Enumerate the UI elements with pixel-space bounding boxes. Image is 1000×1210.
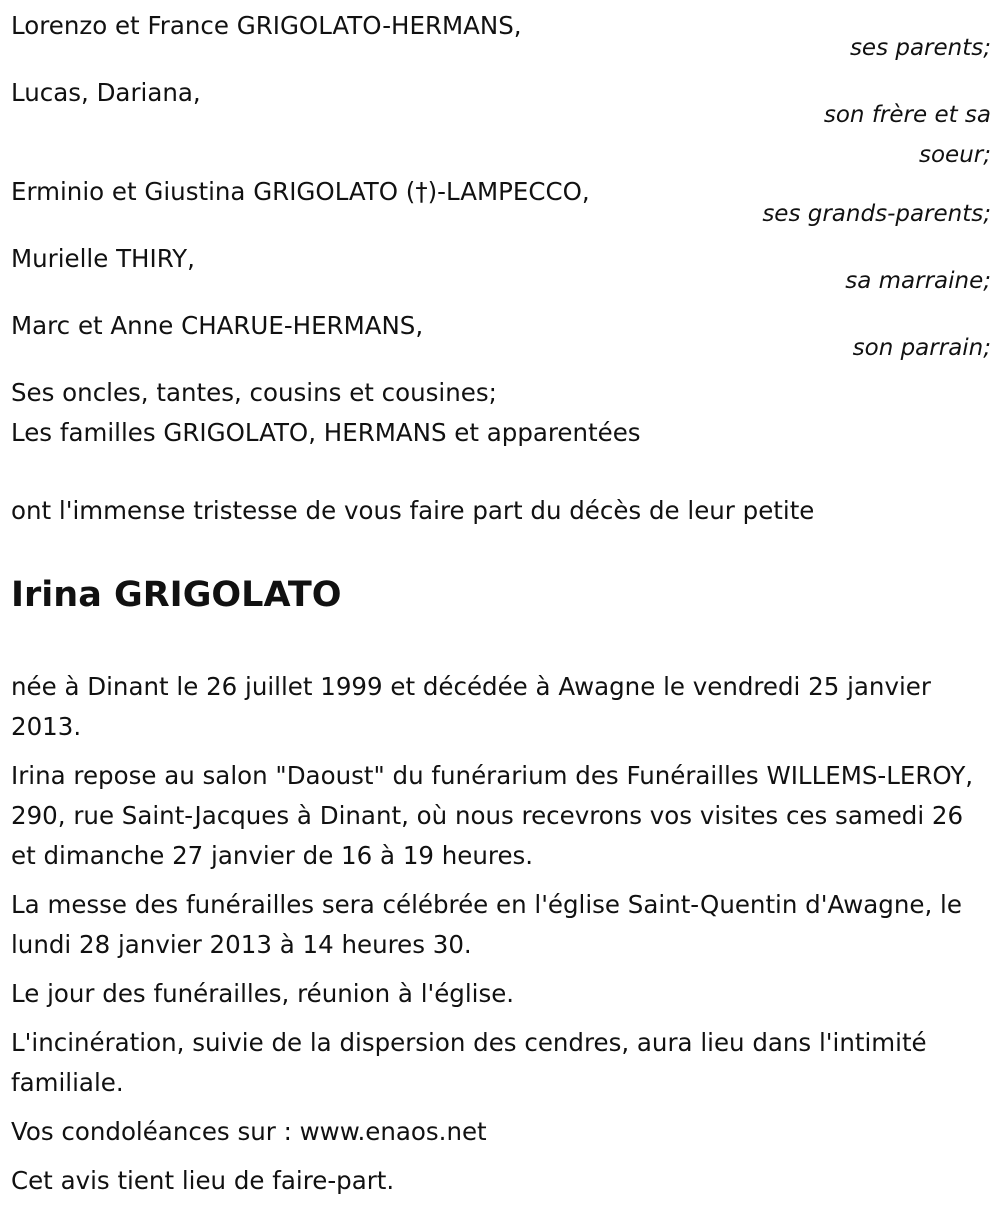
notice-paragraph: Cet avis tient lieu de faire-part. (11, 1166, 395, 1195)
family-role: ses grands-parents; (762, 201, 991, 227)
mass-paragraph: La messe des funérailles sera célébrée en l'église Saint-Quentin d'Awagne, le lundi 28 janvier 2013 à 14 heures 30. (11, 890, 962, 959)
cremation-paragraph: L'incinération, suivie de la dispersion des cendres, aura lieu dans l'intimité familiale. (11, 1028, 927, 1097)
visitation-paragraph: Irina repose au salon "Daoust" du funérarium des Funérailles WILLEMS-LEROY, 290, rue Saint-Jacques à Dinant, où nous recevrons vos visites ces samedi 26 et dimanche 27 janvier de 16 à 19 heures. (11, 761, 974, 870)
family-name: Lorenzo et France GRIGOLATO-HERMANS, (11, 11, 522, 40)
family-entry-grandparents (11, 172, 991, 234)
family-entry-siblings (11, 73, 991, 175)
family-name: Marc et Anne CHARUE-HERMANS, (11, 311, 424, 340)
condolences-paragraph: Vos condoléances sur : www.enaos.net (11, 1117, 487, 1146)
deceased-name: Irina GRIGOLATO (11, 575, 342, 615)
family-role: ses parents; (849, 35, 991, 61)
family-entry-godfather (11, 306, 991, 368)
family-role: son parrain; (852, 335, 991, 361)
birth-death-paragraph: née à Dinant le 26 juillet 1999 et décédée à Awagne le vendredi 25 janvier 2013. (11, 672, 931, 741)
family-entry-godmother (11, 239, 991, 301)
announcement-text: ont l'immense tristesse de vous faire part du décès de leur petite (11, 496, 815, 525)
relatives-line: Les familles GRIGOLATO, HERMANS et apparentées (11, 418, 641, 447)
family-entry-parents (11, 6, 991, 68)
family-role: sa marraine; (845, 268, 991, 294)
family-name: Lucas, Dariana, (11, 78, 201, 107)
gathering-paragraph: Le jour des funérailles, réunion à l'église. (11, 979, 515, 1008)
relatives-line: Ses oncles, tantes, cousins et cousines; (11, 378, 497, 407)
family-name: Murielle THIRY, (11, 244, 195, 273)
obituary-notice (11, 6, 991, 1210)
family-role: son frère et sa soeur; (823, 102, 991, 168)
family-name: Erminio et Giustina GRIGOLATO (†)-LAMPECCO, (11, 177, 590, 206)
